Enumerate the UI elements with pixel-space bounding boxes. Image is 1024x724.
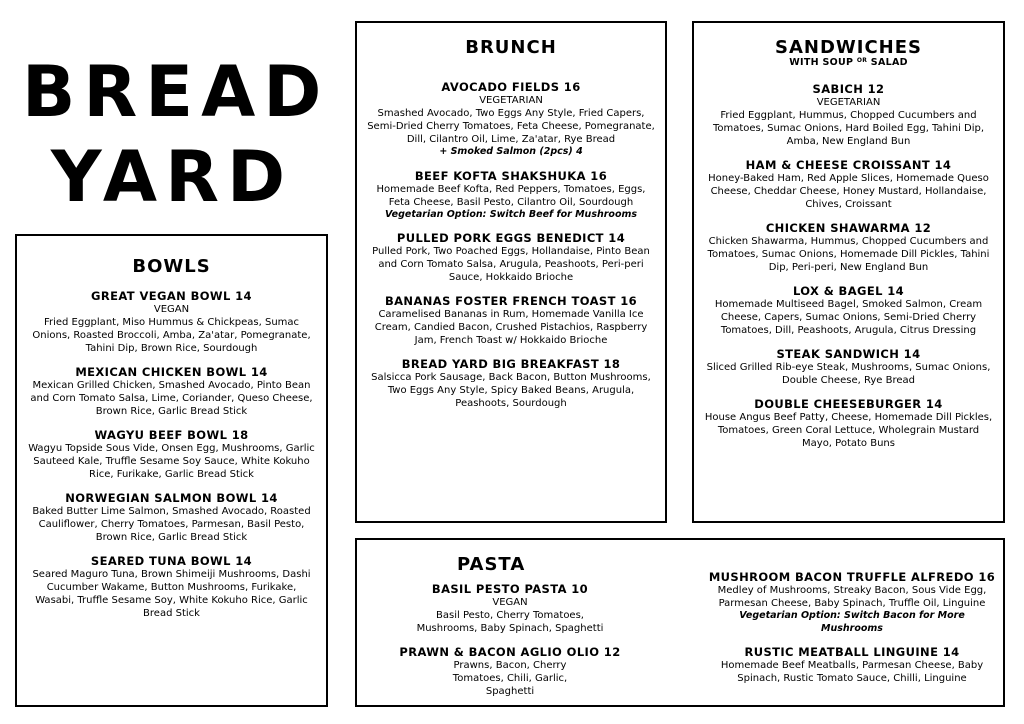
- menu-item: [367, 294, 655, 347]
- item-description: Honey-Baked Ham, Red Apple Slices, Homemade Queso Cheese, Cheddar Cheese, Honey Mustard, Hollandaise, Chives, Croissant: [708, 173, 989, 210]
- item-name: HAM & CHEESE CROISSANT 14: [745, 158, 952, 172]
- item-description: Baked Butter Lime Salmon, Smashed Avocado, Roasted Cauliflower, Cherry Tomatoes, Parmesan, Basil Pesto, Brown Rice, Garlic Bread Stick: [32, 506, 311, 543]
- menu-item: [375, 645, 645, 698]
- item-name: MEXICAN CHICKEN BOWL 14: [75, 365, 268, 379]
- item-name: BANANAS FOSTER FRENCH TOAST 16: [384, 294, 638, 308]
- menu-item: [702, 397, 995, 450]
- menu-item: [702, 347, 995, 387]
- item-description: Sliced Grilled Rib-eye Steak, Mushrooms, Sumac Onions, Double Cheese, Rye Bread: [706, 362, 991, 386]
- menu-item: [367, 231, 655, 284]
- item-description: Mexican Grilled Chicken, Smashed Avocado, Pinto Bean and Corn Tomato Salsa, Lime, Coriander, Queso Cheese, Brown Rice, Garlic Bread Stick: [30, 380, 313, 417]
- item-tag: VEGETARIAN: [479, 95, 543, 106]
- item-description: Salsicca Pork Sausage, Back Bacon, Button Mushrooms, Two Eggs Any Style, Spicy Baked Beans, Arugula, Peashoots, Sourdough: [371, 372, 651, 409]
- restaurant-logo: [22, 50, 330, 220]
- item-name: SABICH 12: [812, 82, 885, 96]
- sandwiches-section: [692, 21, 1005, 523]
- item-name: NORWEGIAN SALMON BOWL 14: [65, 491, 278, 505]
- item-option: Vegetarian Option: Switch Bacon for More Mushrooms: [739, 610, 965, 634]
- bowls-section: [15, 234, 328, 707]
- item-tag: VEGETARIAN: [816, 97, 881, 108]
- item-description: Prawns, Bacon, Cherry Tomatoes, Chili, Garlic, Spaghetti: [452, 660, 568, 697]
- menu-item: [702, 158, 995, 211]
- item-description: Medley of Mushrooms, Streaky Bacon, Sous Vide Egg, Parmesan Cheese, Baby Spinach, Truffle Oil, Linguine: [717, 585, 987, 609]
- section-title: SANDWICHES: [775, 37, 922, 58]
- item-name: BEEF KOFTA SHAKSHUKA 16: [414, 168, 608, 183]
- menu-item: [27, 365, 316, 418]
- menu-item: [707, 570, 997, 635]
- item-name: RUSTIC MEATBALL LINGUINE 14: [744, 645, 960, 659]
- pasta-column-left: [375, 582, 645, 698]
- logo-line-2: YARD: [50, 136, 294, 218]
- item-name: AVOCADO FIELDS 16: [441, 80, 581, 94]
- logo-line-1: BREAD: [22, 51, 330, 133]
- section-title: BRUNCH: [465, 37, 557, 58]
- menu-item: [27, 289, 316, 355]
- pasta-column-right: [707, 570, 997, 685]
- menu-item: [702, 221, 995, 274]
- item-description: Chicken Shawarma, Hummus, Chopped Cucumbers and Tomatoes, Sumac Onions, Homemade Dill Pickles, Tahini Dip, Peri-peri, New England Bun: [707, 236, 990, 273]
- menu-item: [27, 554, 316, 620]
- item-description: Pulled Pork, Two Poached Eggs, Hollandaise, Pinto Bean and Corn Tomato Salsa, Arugula, Peashoots, Peri-peri Sauce, Hokkaido Brioche: [372, 246, 650, 283]
- item-name: MUSHROOM BACON TRUFFLE ALFREDO 16: [708, 570, 996, 584]
- item-addon: + Smoked Salmon (2pcs) 4: [439, 146, 583, 157]
- item-description: Wagyu Topside Sous Vide, Onsen Egg, Mushrooms, Garlic Sauteed Kale, Truffle Sesame Soy Sauce, White Kokuho Rice, Furikake, Garlic Bread Stick: [28, 443, 315, 480]
- menu-item: [702, 284, 995, 337]
- item-description: Seared Maguro Tuna, Brown Shimeiji Mushrooms, Dashi Cucumber Wakame, Button Mushrooms, Furikake, Wasabi, Truffle Sesame Soy, White Kokuho Rice, Garlic Bread Stick: [32, 569, 311, 619]
- menu-item: [367, 357, 655, 410]
- item-tag: VEGAN: [153, 304, 190, 315]
- item-name: BREAD YARD BIG BREAKFAST 18: [401, 357, 621, 371]
- item-name: CHICKEN SHAWARMA 12: [765, 221, 932, 235]
- item-name: WAGYU BEEF BOWL 18: [94, 428, 249, 442]
- item-description: Fried Eggplant, Hummus, Chopped Cucumbers and Tomatoes, Sumac Onions, Hard Boiled Egg, Tahini Dip, Amba, New England Bun: [712, 110, 985, 147]
- item-name: STEAK SANDWICH 14: [776, 347, 921, 361]
- subtitle-part: WITH SOUP: [789, 57, 854, 68]
- brunch-section: [355, 21, 667, 523]
- item-name: PULLED PORK EGGS BENEDICT 14: [396, 231, 626, 245]
- menu-item: [702, 82, 995, 148]
- menu-item: [27, 491, 316, 544]
- menu-item: [707, 645, 997, 685]
- item-description: Homemade Beef Kofta, Red Peppers, Tomatoes, Eggs, Feta Cheese, Basil Pesto, Cilantro Oil, Sourdough: [376, 183, 646, 208]
- item-name: LOX & BAGEL 14: [792, 284, 905, 298]
- section-title: PASTA: [457, 554, 526, 575]
- subtitle-or: OR: [856, 57, 868, 64]
- item-name: BASIL PESTO PASTA 10: [431, 582, 589, 596]
- item-tag: VEGAN: [492, 597, 528, 608]
- item-description: Basil Pesto, Cherry Tomatoes, Mushrooms, Baby Spinach, Spaghetti: [416, 610, 604, 634]
- item-name: DOUBLE CHEESEBURGER 14: [754, 397, 943, 411]
- menu-item: [367, 80, 655, 159]
- menu-item: [367, 169, 655, 222]
- item-option: Vegetarian Option: Switch Beef for Mushrooms: [384, 208, 638, 220]
- section-title: BOWLS: [132, 256, 211, 277]
- menu-item: [27, 428, 316, 481]
- item-description: Homemade Beef Meatballs, Parmesan Cheese, Baby Spinach, Rustic Tomato Sauce, Chilli, Linguine: [720, 660, 984, 684]
- item-name: GREAT VEGAN BOWL 14: [91, 289, 252, 303]
- item-description: Fried Eggplant, Miso Hummus & Chickpeas, Sumac Onions, Roasted Broccoli, Amba, Za'atar, Pomegranate, Tahini Dip, Brown Rice, Sourdough: [32, 317, 311, 354]
- item-name: PRAWN & BACON AGLIO OLIO 12: [399, 645, 621, 659]
- menu-item: [375, 582, 645, 635]
- item-name: SEARED TUNA BOWL 14: [90, 554, 253, 568]
- section-subtitle: [702, 57, 995, 68]
- subtitle-part: SALAD: [870, 57, 908, 68]
- item-description: Caramelised Bananas in Rum, Homemade Vanilla Ice Cream, Candied Bacon, Crushed Pistachios, Raspberry Jam, French Toast w/ Hokkaido Brioche: [374, 309, 648, 346]
- item-description: Homemade Multiseed Bagel, Smoked Salmon, Cream Cheese, Capers, Sumac Onions, Semi-Dried Cherry Tomatoes, Dill, Peashoots, Arugula, Citrus Dressing: [714, 299, 983, 336]
- item-description: Smashed Avocado, Two Eggs Any Style, Fried Capers, Semi-Dried Cherry Tomatoes, Feta Cheese, Pomegranate, Dill, Cilantro Oil, Lime, Za'atar, Rye Bread: [367, 108, 655, 145]
- pasta-section: [355, 538, 1005, 707]
- item-description: House Angus Beef Patty, Cheese, Homemade Dill Pickles, Tomatoes, Green Coral Lettuce, Wholegrain Mustard Mayo, Potato Buns: [704, 412, 993, 449]
